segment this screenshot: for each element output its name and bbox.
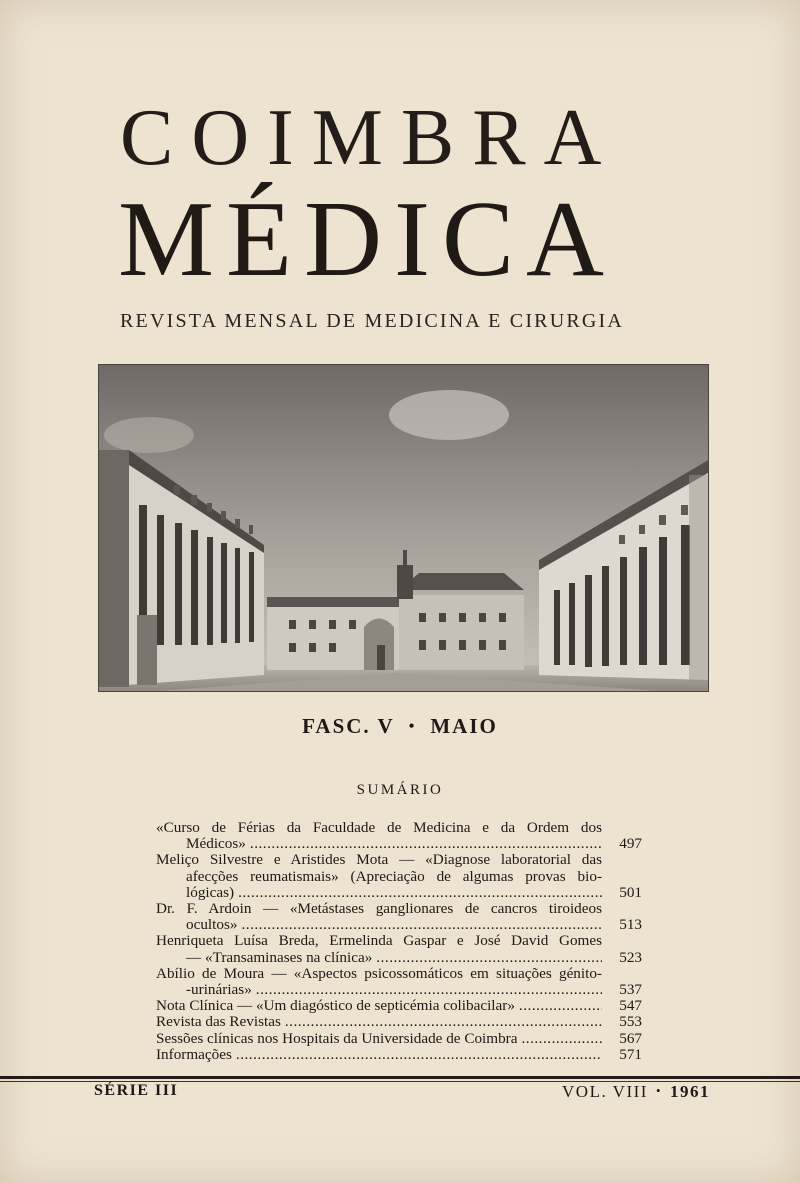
toc-page-number: 523 — [619, 948, 642, 966]
toc-page-number: 567 — [619, 1029, 642, 1047]
toc-entry — [156, 998, 642, 1014]
toc-entry-text: Abílio de Moura — «Aspectos psicossomáticos em situações génito- — [156, 964, 602, 982]
journal-subtitle: REVISTA MENSAL DE MEDICINA E CIRURGIA — [120, 310, 625, 332]
toc-entry-text: -urinárias» — [186, 981, 252, 999]
year-label: 1961 — [670, 1082, 710, 1101]
toc-page-number: 553 — [619, 1013, 642, 1031]
toc-entry — [156, 1047, 642, 1063]
toc-entry — [156, 1014, 642, 1030]
fascicle-number: FASC. V — [302, 714, 395, 738]
toc-entry-text: Dr. F. Ardoin — «Metástases ganglionares de cancros tiroideos — [156, 900, 602, 918]
toc-entry-text: «Curso de Férias da Faculdade de Medicina e da Ordem dos — [156, 819, 602, 836]
toc-entry — [156, 820, 642, 852]
toc-page-number: 497 — [619, 835, 642, 853]
toc-entry-text: ocultos» — [186, 916, 238, 934]
toc-entry — [156, 852, 642, 901]
toc-entry-text: afecções reumatismais» (Apreciação de algumas provas bio- — [186, 867, 602, 885]
toc-entry — [156, 1031, 642, 1047]
toc-page-number: 501 — [619, 883, 642, 901]
toc-entry-text: Sessões clínicas nos Hospitais da Universidade de Coimbra — [156, 1029, 518, 1047]
volume-separator: • — [655, 1083, 662, 1098]
journal-title-line2: MÉDICA — [118, 180, 616, 299]
toc-page-number: 547 — [619, 997, 642, 1015]
toc-page-number: 537 — [619, 981, 642, 999]
footer-rule — [0, 1076, 800, 1079]
toc-entry-text: Médicos» — [186, 835, 246, 853]
toc-page-number: 571 — [619, 1045, 642, 1063]
toc-entry — [156, 933, 642, 965]
university-courtyard-engraving — [99, 365, 708, 691]
volume-line — [562, 1082, 710, 1102]
issue-separator: • — [408, 718, 417, 735]
issue-line — [0, 714, 800, 739]
series-label: SÉRIE III — [94, 1082, 179, 1099]
toc-entry-text: Henriqueta Luísa Breda, Ermelinda Gaspar e José David Gomes — [156, 932, 602, 950]
table-of-contents — [156, 820, 642, 1063]
journal-title-line1: COIMBRA — [120, 94, 620, 182]
toc-entry-text: Nota Clínica — «Um diagóstico de septicémia colibacilar» — [156, 997, 515, 1015]
toc-entry-text: lógicas) — [186, 883, 235, 901]
toc-entry-text: Revista das Revistas — [156, 1013, 281, 1031]
toc-entry-text: Informações — [156, 1045, 232, 1063]
toc-page-number: 513 — [619, 916, 642, 934]
toc-entry-text: Meliço Silvestre e Aristides Mota — «Diagnose laboratorial das — [156, 851, 602, 869]
cover-illustration — [98, 364, 709, 692]
summary-heading: SUMÁRIO — [356, 782, 444, 798]
toc-entry — [156, 966, 642, 998]
toc-entry-text: — «Transaminases na clínica» — [186, 948, 373, 966]
volume-label: VOL. VIII — [562, 1082, 648, 1101]
toc-entry — [156, 901, 642, 933]
issue-month: MAIO — [430, 714, 498, 738]
